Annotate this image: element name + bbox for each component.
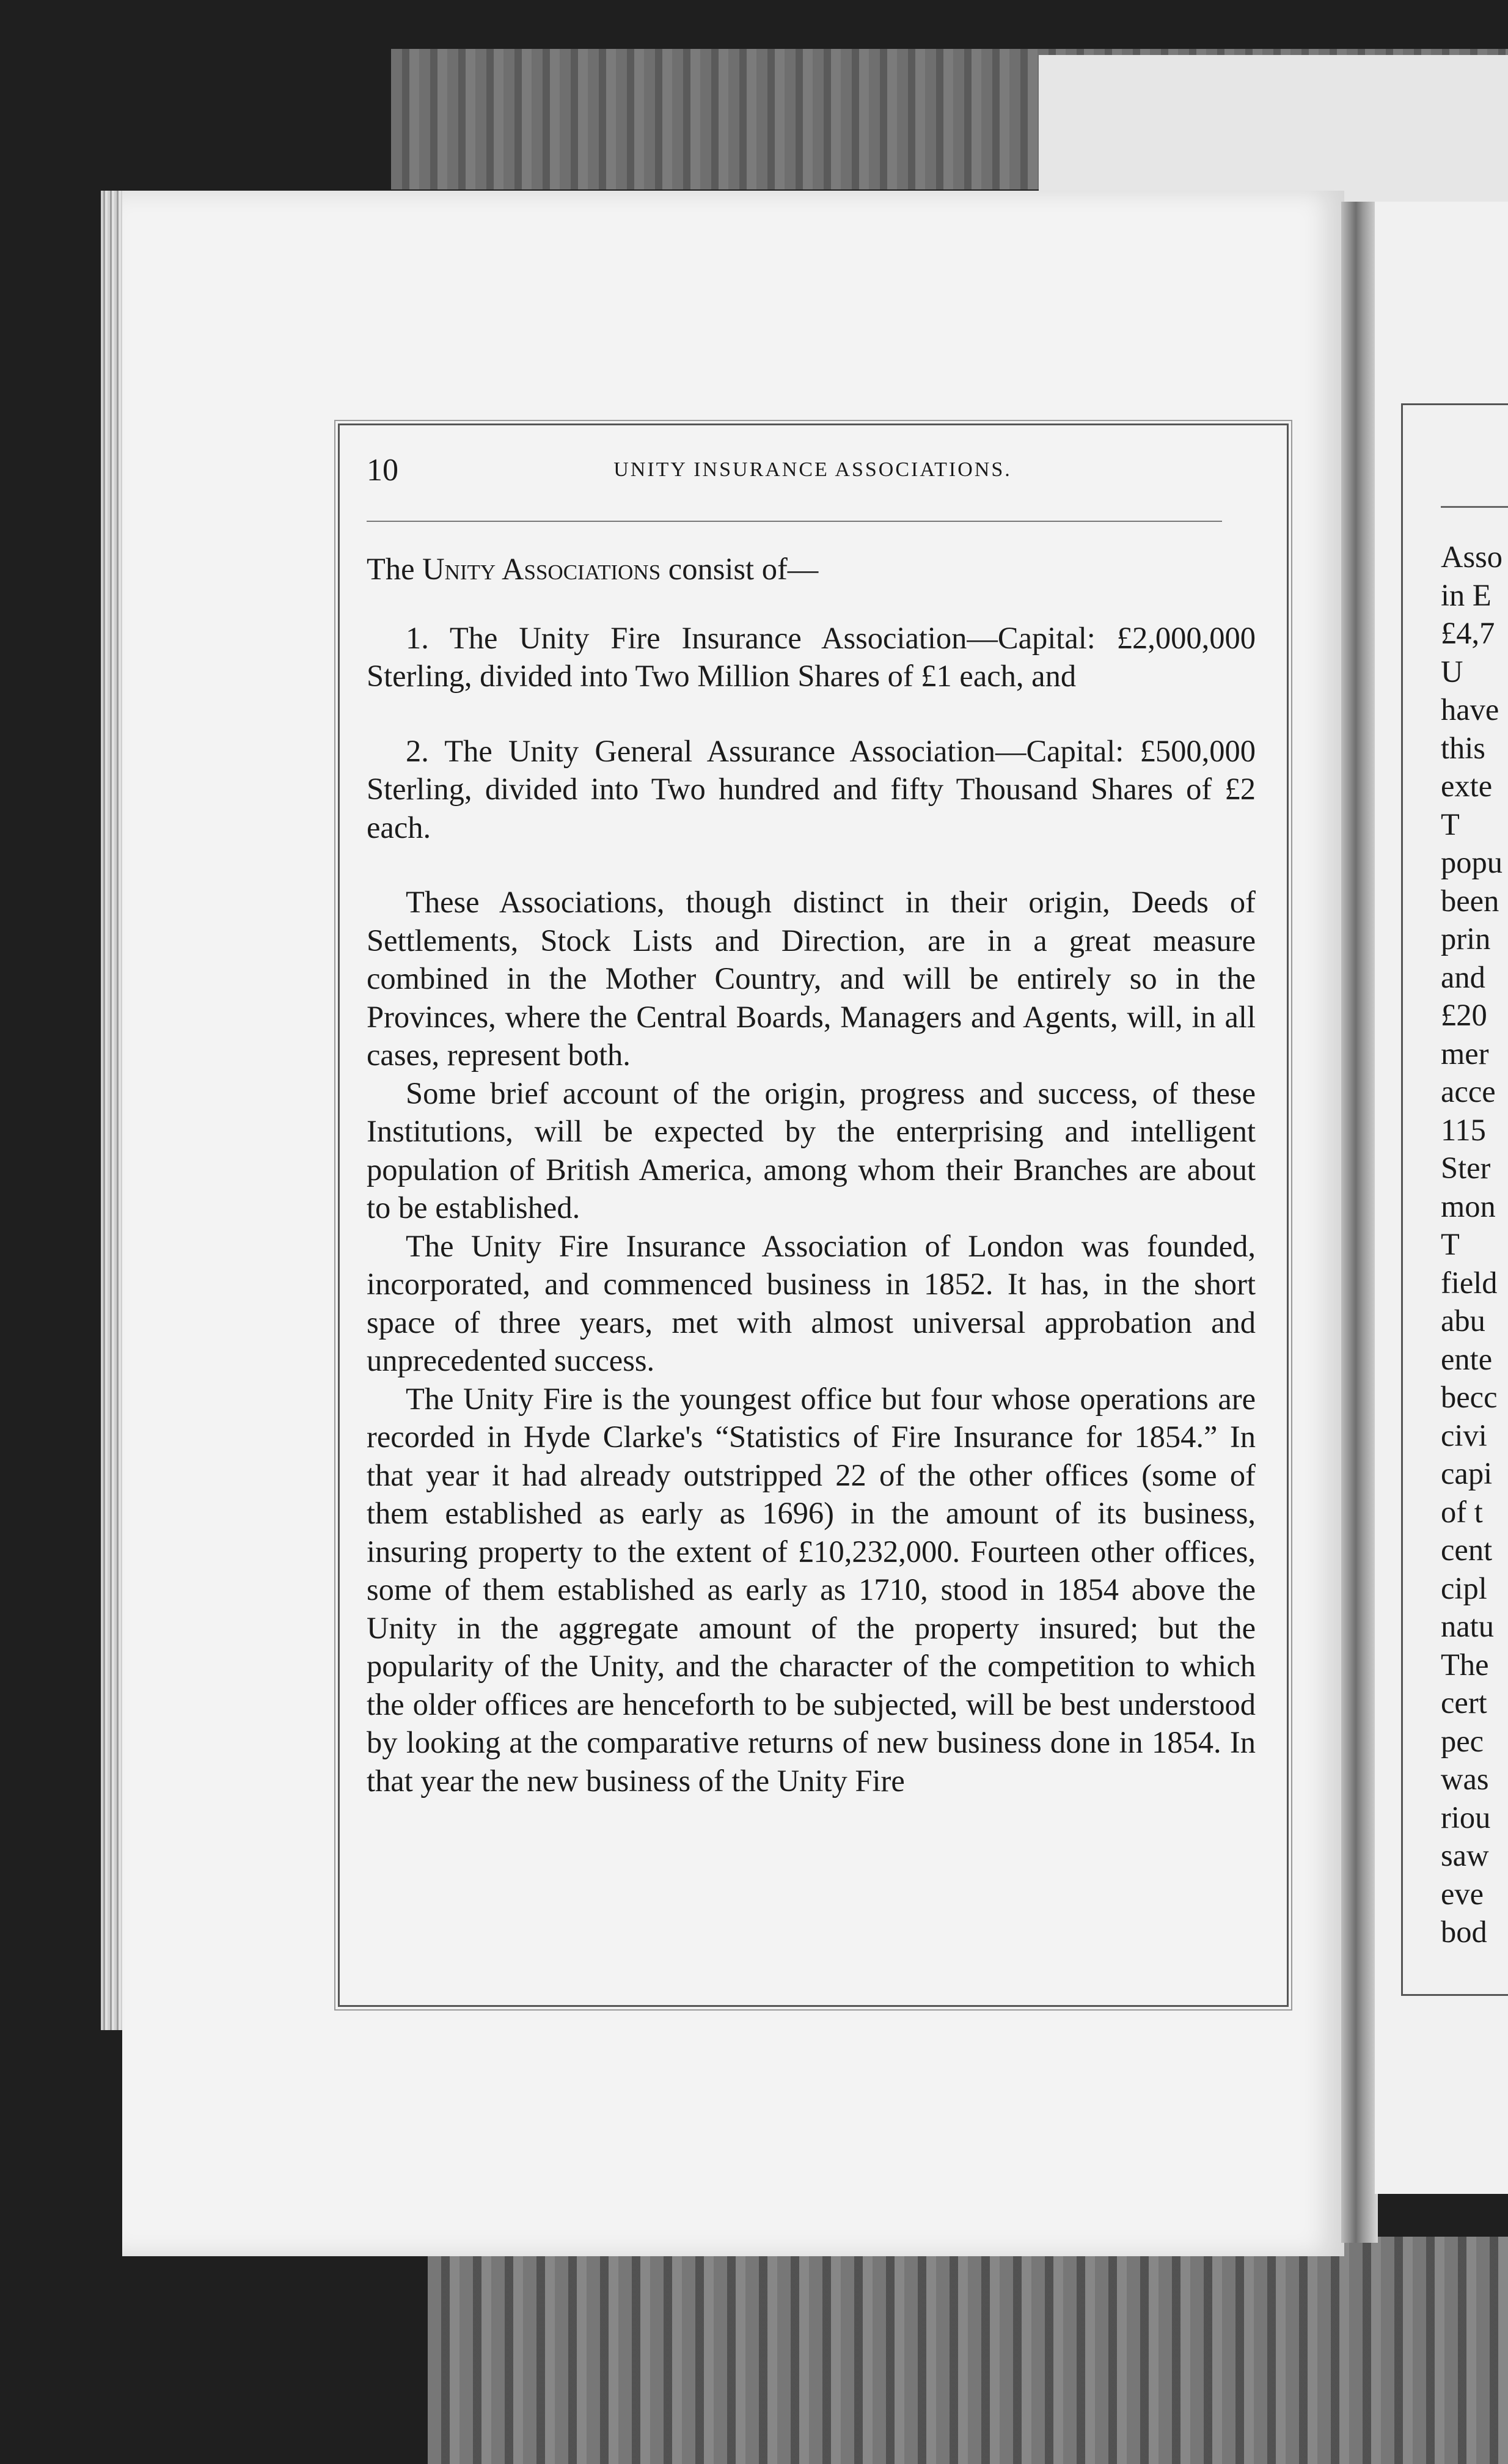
right-page-fragment: popu (1441, 845, 1503, 879)
right-page-fragment: mon (1441, 1189, 1496, 1223)
right-page-fragment: have (1441, 692, 1499, 727)
lead-line (367, 550, 1256, 588)
right-page-fragment: been (1441, 883, 1499, 918)
right-page-fragment: riou (1441, 1800, 1491, 1835)
lead-small-caps: Unity Associations (422, 552, 661, 586)
right-page-fragment: mer (1441, 1036, 1489, 1071)
right-page-fragment: prin (1441, 922, 1491, 956)
right-page-fragment: cent (1441, 1533, 1493, 1567)
right-page-header-rule (1441, 506, 1508, 508)
paragraph-youngest-office: The Unity Fire is the youngest office but four whose operations are recorded in Hyde Clarke's “Statistics of Fire Insurance for 1854.” In that year it had already outstripped 22 of the other offices (some of them established as early as 1696) in the amount of its business, insuring property to the extent of £10,232,000. Fourteen other offices, some of them established as early as 1710, stood in 1854 above the Unity in the aggregate amount of the property insured; but the popularity of the Unity, and the character of the competition to which the older offices are henceforth to be subjected, will be best understood by looking at the comparative returns of new business done in 1854. In that year the new business of the Unity Fire (367, 1381, 1256, 1798)
paragraph-brief-account: Some brief account of the origin, progress and success, of these Institutions, will be expected by the enterprising and intelligent population of British America, among whom their Branches are about to be established. (367, 1076, 1256, 1225)
right-page-fragment: field (1441, 1265, 1498, 1300)
running-head (367, 452, 1259, 495)
book-page-edges (101, 191, 125, 2030)
right-page-fragment: acce (1441, 1074, 1496, 1109)
right-page-fragment: civi (1441, 1418, 1487, 1453)
scan-bottom-band (428, 2237, 1508, 2464)
main-text (367, 550, 1256, 1800)
right-page-fragment: was (1441, 1762, 1489, 1796)
right-page-fragment: £20 (1441, 998, 1487, 1032)
right-page-fragment: cert (1441, 1685, 1487, 1720)
header-rule (367, 521, 1222, 522)
right-page-fragment: Asso (1441, 540, 1503, 574)
right-page-fragment: capi (1441, 1456, 1493, 1491)
lead-post: consist of— (661, 552, 819, 586)
right-page-fragment: saw (1441, 1838, 1489, 1872)
right-page-fragment: £4,7 (1441, 616, 1495, 650)
running-title: UNITY INSURANCE ASSOCIATIONS. (613, 458, 1012, 481)
right-page-fragment: T (1441, 807, 1460, 842)
item-1: 1. The Unity Fire Insurance Association—Capital: £2,000,000 Sterling, divided into Two Million Shares of £1 each, and (367, 620, 1256, 693)
right-page-fragment: abu (1441, 1304, 1485, 1338)
right-page-fragment: in E (1441, 578, 1492, 612)
right-page-fragment: bod (1441, 1915, 1487, 1949)
right-page-fragment: this (1441, 730, 1485, 765)
paragraph-unity-fire-founded: The Unity Fire Insurance Association of London was founded, incorporated, and commenced business in 1852. It has, in the short space of three years, met with almost universal approbation and unprecedented success. (367, 1228, 1256, 1377)
right-page-fragment: ente (1441, 1341, 1493, 1376)
right-page-fragment: pec (1441, 1723, 1484, 1758)
right-page-fragment: cipl (1441, 1571, 1487, 1605)
right-page-fragment: T (1441, 1227, 1460, 1261)
right-page-text-fragments (1441, 538, 1508, 1951)
right-page-fragment: Ster (1441, 1151, 1491, 1185)
paragraph-associations: These Associations, though distinct in their origin, Deeds of Settlements, Stock Lists and Direction, are in a great measure combined in the Mother Country, and will be entirely so in the Provinces, where the Central Boards, Managers and Agents, will, in all cases, represent both. (367, 885, 1256, 1072)
right-page-fragment: exte (1441, 769, 1493, 803)
lead-pre: The (367, 552, 423, 586)
page-number: 10 (367, 453, 398, 488)
right-page-fragment: becc (1441, 1380, 1498, 1414)
scan-top-light-area (1039, 55, 1508, 208)
right-page-fragment: and (1441, 959, 1485, 994)
right-page-fragment: The (1441, 1647, 1489, 1682)
right-page-fragment: eve (1441, 1876, 1484, 1911)
item-2: 2. The Unity General Assurance Association—Capital: £500,000 Sterling, divided into Two hundred and fifty Thousand Shares of £2 each. (367, 733, 1256, 845)
right-page-fragment: U (1441, 654, 1463, 689)
right-page-fragment: of t (1441, 1494, 1483, 1529)
book-gutter (1341, 202, 1378, 2243)
right-page-fragment: 115 (1441, 1112, 1486, 1147)
right-page-fragment: natu (1441, 1609, 1494, 1643)
